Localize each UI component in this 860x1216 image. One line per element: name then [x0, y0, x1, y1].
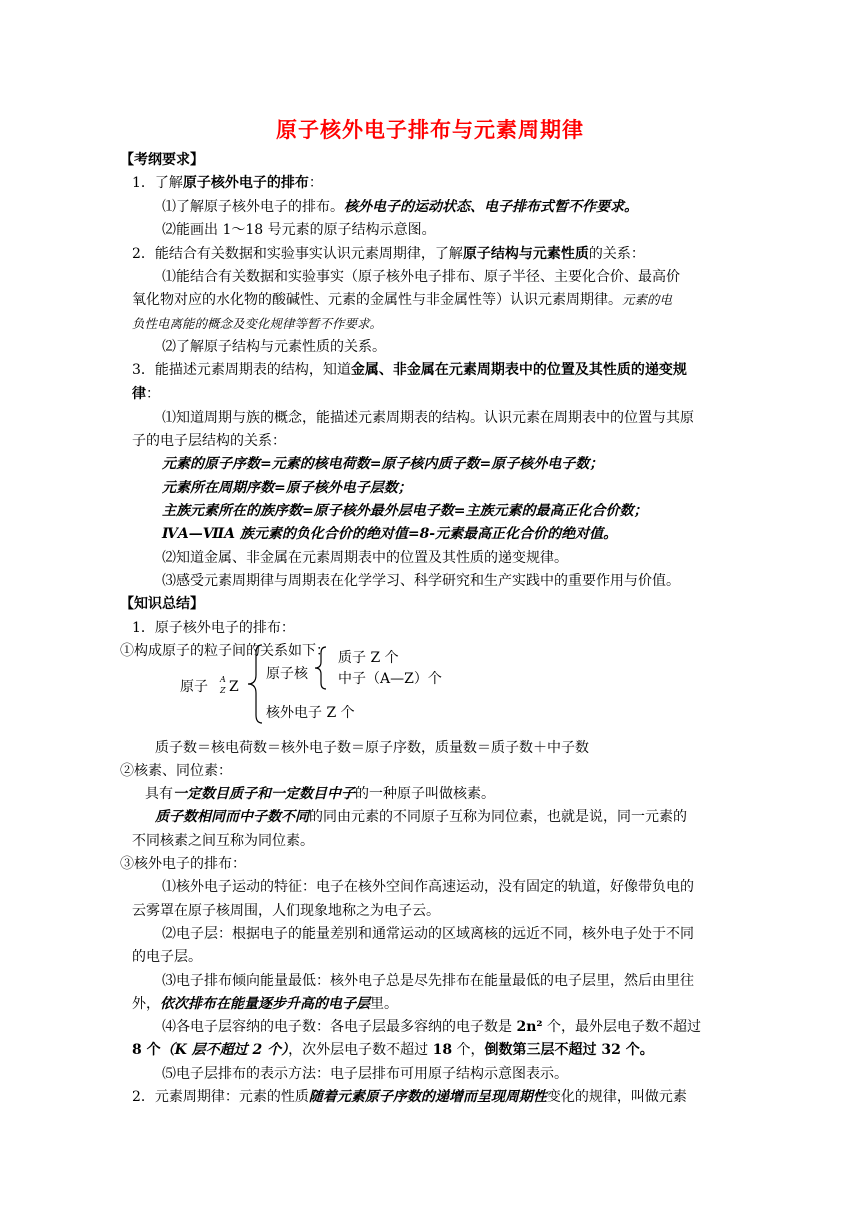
electron-point-5: ⑸电子层排布的表示方法：电子层排布可用原子结构示意图表示。 — [162, 1066, 568, 1082]
summary-item-1c: ③核外电子的排布： — [120, 856, 246, 872]
summary-item-2: 2．元素周期律：元素的性质随着元素原子序数的递增而呈现周期性变化的规律，叫做元素 — [132, 1089, 687, 1105]
req-item-3-line1: 3．能描述元素周期表的结构，知道金属、非金属在元素周期表中的位置及其性质的递变规 — [132, 362, 687, 378]
req-item-2a-line2: 氧化物对应的水化物的酸碱性、元素的金属性与非金属性等）认识元素周期律。元素的电 — [132, 292, 673, 308]
atomic-number-subscript: Z — [220, 686, 226, 695]
nucleus-brace-icon — [310, 645, 328, 691]
section-heading-summary: 【知识总结】 — [120, 596, 204, 612]
req-item-2b: ⑵了解原子结构与元素性质的关系。 — [162, 339, 386, 355]
electron-point-4-line1: ⑷各电子层容纳的电子数：各电子层最多容纳的电子数是 2n² 个，最外层电子数不超过 — [162, 1019, 701, 1035]
isotope-definition-line1: 质子数相同而中子数不同的同由元素的不同原子互称为同位素，也就是说，同一元素的 — [155, 809, 687, 825]
summary-item-1a: ①构成原子的粒子间的关系如下： — [120, 643, 330, 659]
electron-point-2-line2: 的电子层。 — [132, 949, 202, 965]
proton-label: 质子 Z 个 — [338, 650, 399, 666]
rule-3: 主族元素所在的族序数=原子核外最外层电子数=主族元素的最高正化合价数； — [162, 503, 648, 519]
req-item-2: 2．能结合有关数据和实验事实认识元素周期律，了解原子结构与元素性质的关系： — [132, 246, 645, 262]
rule-2: 元素所在周期序数=原子核外电子层数； — [162, 480, 412, 496]
req-item-1b: ⑵能画出 1～18 号元素的原子结构示意图。 — [162, 222, 436, 238]
req-item-3-line2: 律： — [132, 386, 160, 402]
element-symbol: Z — [229, 679, 239, 695]
electron-point-1-line1: ⑴核外电子运动的特征：电子在核外空间作高速运动，没有固定的轨道，好像带负电的 — [162, 879, 694, 895]
summary-item-1b: ②核素、同位素： — [120, 763, 232, 779]
electron-point-1-line2: 云雾罩在原子核周围，人们现象地称之为电子云。 — [132, 903, 440, 919]
electron-point-3-line1: ⑶电子排布倾向能量最低：核外电子总是尽先排布在能量最低的电子层里，然后由里往 — [162, 973, 694, 989]
section-heading-requirements: 【考纲要求】 — [120, 152, 204, 168]
atom-label: 原子 — [180, 679, 208, 695]
req-item-3b: ⑵知道金属、非金属在元素周期表中的位置及其性质的递变规律。 — [162, 550, 568, 566]
nuclide-definition: 具有一定数目质子和一定数目中子的一种原子叫做核素。 — [145, 786, 495, 802]
summary-item-1: 1．原子核外电子的排布： — [132, 620, 295, 636]
req-item-3a-line1: ⑴知道周期与族的概念，能描述元素周期表的结构。认识元素在周期表中的位置与其原 — [162, 410, 694, 426]
electron-point-3-line2: 外，依次排布在能量逐步升高的电子层里。 — [132, 996, 398, 1012]
neutron-label: 中子（A—Z）个 — [338, 671, 442, 687]
mass-number-superscript: A — [220, 675, 226, 684]
req-item-2a-line3: 负性电离能的概念及变化规律等暂不作要求。 — [132, 316, 383, 331]
req-item-3c: ⑶感受元素周期律与周期表在化学学习、科学研究和生产实践中的重要作用与价值。 — [162, 573, 680, 589]
electron-point-4-line2: 8 个（K 层不超过 2 个），次外层电子数不超过 18 个，倒数第三层不超过 32 个。 — [132, 1042, 654, 1058]
rule-4: ⅣA—ⅦA 族元素的负化合价的绝对值=8-元素最高正化合价的绝对值。 — [162, 526, 618, 542]
req-item-3a-line2: 子的电子层结构的关系： — [132, 433, 286, 449]
rule-1: 元素的原子序数=元素的核电荷数=原子核内质子数=原子核外电子数； — [162, 456, 604, 472]
req-item-1: 1．了解原子核外电子的排布： — [132, 175, 323, 191]
electron-point-2-line1: ⑵电子层：根据电子的能量差别和通常运动的区域离核的远近不同，核外电子处于不同 — [162, 926, 694, 942]
nucleus-label: 原子核 — [266, 666, 308, 682]
electron-label: 核外电子 Z 个 — [266, 705, 355, 721]
mass-formula: 质子数＝核电荷数＝核外电子数＝原子序数，质量数＝质子数＋中子数 — [155, 740, 589, 756]
req-item-1a: ⑴了解原子核外电子的排布。核外电子的运动状态、电子排布式暂不作要求。 — [162, 199, 638, 215]
isotope-definition-line2: 不同核素之间互称为同位素。 — [132, 833, 314, 849]
req-item-2a-line1: ⑴能结合有关数据和实验事实（原子核外电子排布、原子半径、主要化合价、最高价 — [162, 269, 680, 285]
page-title: 原子核外电子排布与元素周期律 — [276, 117, 584, 142]
outer-brace-icon — [242, 643, 264, 725]
